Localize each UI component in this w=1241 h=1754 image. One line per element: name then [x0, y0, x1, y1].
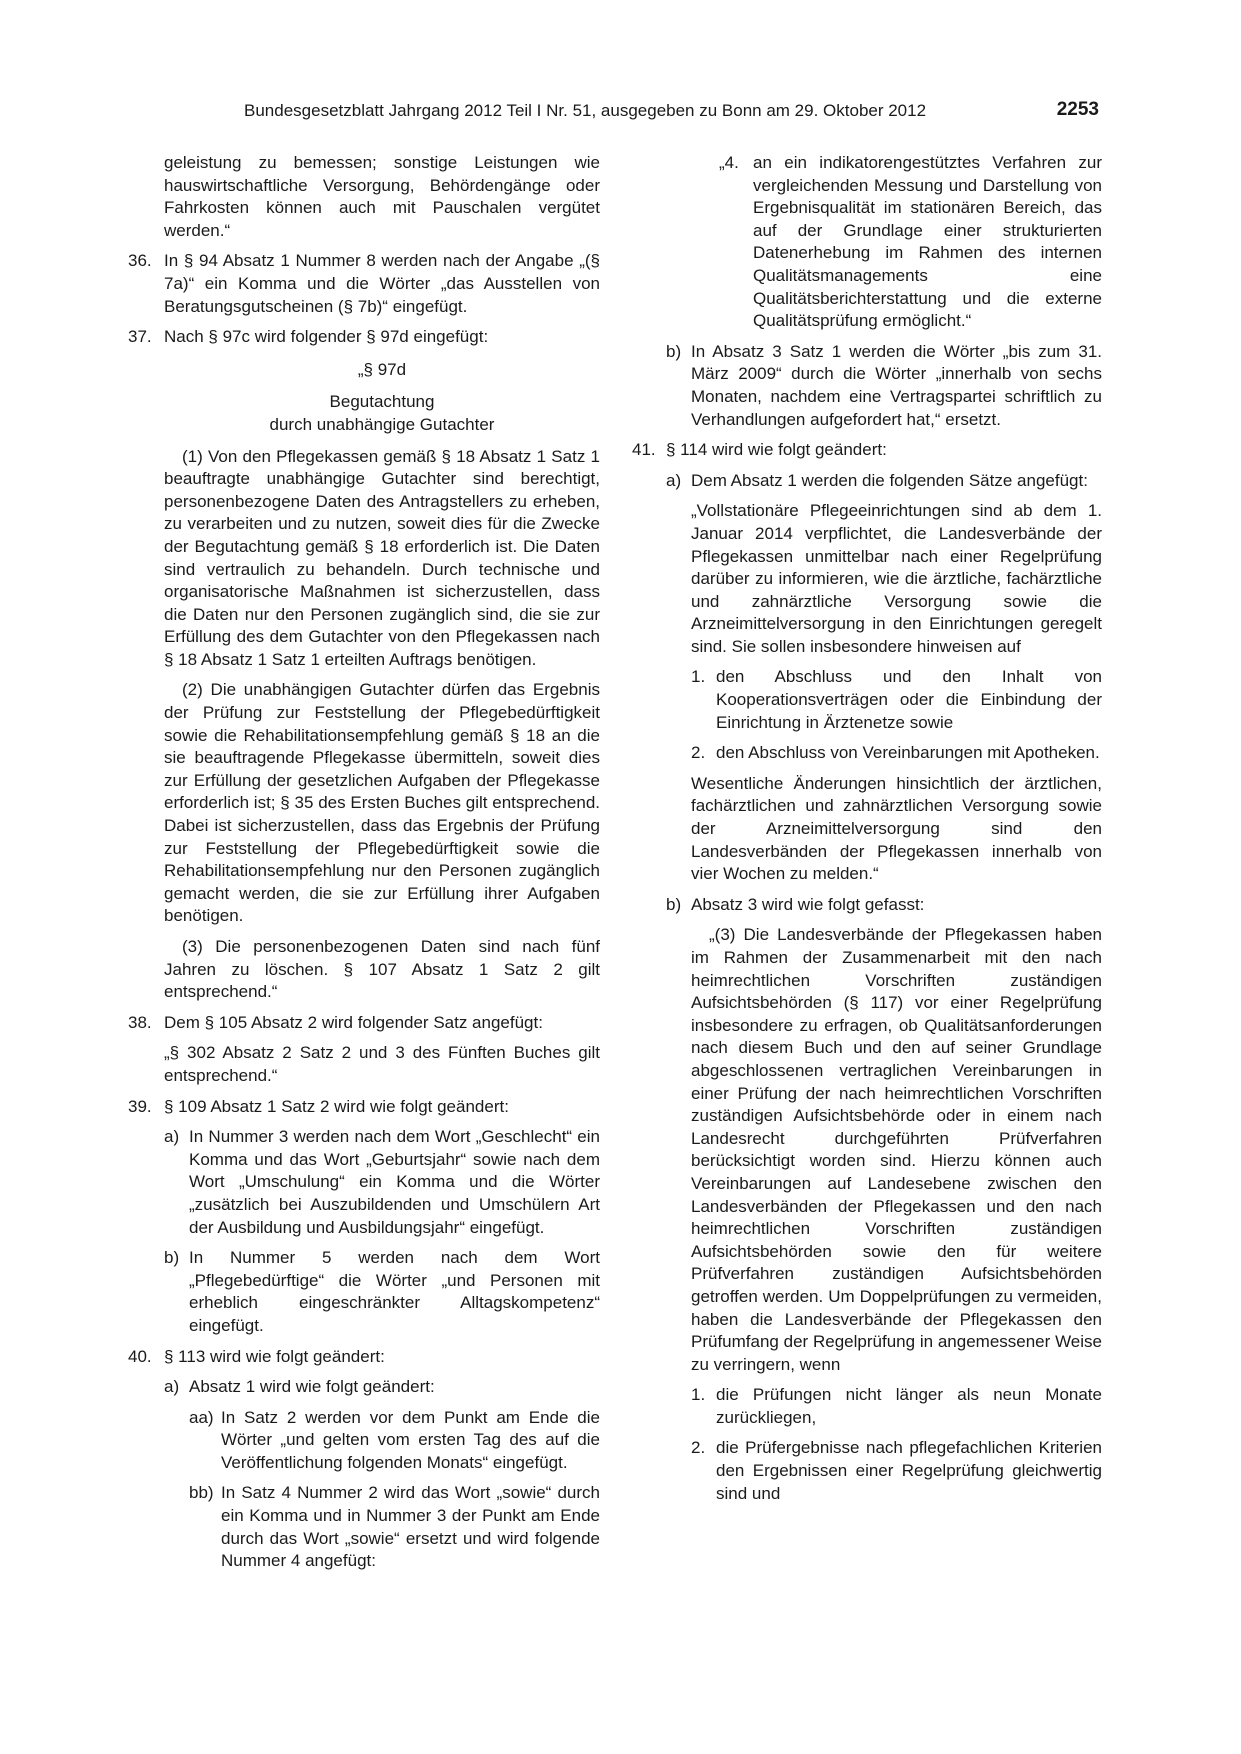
item-40bb [189, 1482, 600, 1572]
item-text: Nach § 97c wird folgender § 97d eingefügt: [164, 327, 489, 347]
quote-41b: „(3) Die Landesverbände der Pflegekassen haben im Rahmen der Zusammenarbeit mit den nach heimrechtlichen Vorschriften zuständigen Aufsichtsbehörden (§ 117) vor einer Regelprüfung insbesondere zu erfragen, ob Qualitätsanforderungen nach diesem Buch und den auf seiner Grundlage abgeschlossenen vertraglichen Vereinbarungen in einer Prüfung der nach heimrechtlichen Vorschriften zuständigen Aufsichtsbehörde oder in einem nach Landesrecht durchgeführten Prüfverfahren berücksichtigt worden sind. Hierzu können auch Vereinbarungen auf Landesebene zwischen den Landesverbänden der Pflegekassen und den nach heimrechtlichen Vorschriften zuständigen Aufsichtsbehörden sowie den für weitere Prüfverfahren zuständigen Aufsichtsbehörden getroffen werden. Um Doppelprüfungen zu vermeiden, haben die Landesverbände der Pflegekassen den Prüfumfang der Regelprüfung in angemessener Weise zu verringern, wenn [691, 925, 1102, 1374]
item-text: Absatz 1 wird wie folgt geändert: [189, 1377, 435, 1397]
item-38 [128, 1012, 600, 1035]
item-40a [164, 1376, 600, 1399]
item-39 [128, 1096, 600, 1119]
quote-41b-item-1 [691, 1384, 1102, 1429]
paragraph-1: (1) Von den Pflegekassen gemäß § 18 Absatz 1 Satz 1 beauftragte unabhängige Gutachter sind berechtigt, personenbezogene Daten des Antragstellers zu erheben, zu verarbeiten und zu nutzen, soweit dies für die Zwecke der Begutachtung gemäß § 18 erforderlich ist. Die Daten sind vertraulich zu behandeln. Durch technische und organisatorische Maßnahmen ist sicherzustellen, dass die Daten nur den Personen zugänglich sind, die sie zur Erfüllung des dem Gutachter von den Pflegekassen nach § 18 Absatz 1 Satz 1 erteilten Auftrags benötigen. [164, 446, 600, 669]
item-number: b) [164, 1248, 180, 1268]
continued-paragraph: geleistung zu bemessen; sonstige Leistungen wie hauswirtschaftliche Versorgung, Behördengänge oder Fahrkosten können auch mit Pauschalen vergütet werden.“ [164, 153, 600, 240]
item-number: 1. [691, 1385, 706, 1405]
section-heading: Begutachtung [329, 392, 435, 412]
quote-41a-end: Wesentliche Änderungen hinsichtlich der ärztlichen, fachärztlichen und zahnärztlichen Versorgung sowie der Arzneimittelversorgung sind den Landesverbänden der Pflegekassen innerhalb von vier Wochen zu melden.“ [691, 773, 1102, 884]
quote-41b-item-2 [691, 1437, 1102, 1505]
item-text: Dem Absatz 1 werden die folgenden Sätze angefügt: [691, 470, 1088, 490]
quote-38: „§ 302 Absatz 2 Satz 2 und 3 des Fünften Buches gilt entsprechend.“ [164, 1043, 600, 1085]
item-text: Dem § 105 Absatz 2 wird folgender Satz angefügt: [164, 1012, 543, 1032]
right-column [632, 152, 1102, 1505]
item-text: § 109 Absatz 1 Satz 2 wird wie folgt geändert: [164, 1096, 509, 1116]
item-text: In Nummer 5 werden nach dem Wort „Pflegebedürftige“ die Wörter „und Personen mit erheblich eingeschränkter Alltagskompetenz“ eingefügt. [189, 1248, 600, 1335]
item-39a [164, 1126, 600, 1239]
item-text: In Satz 2 werden vor dem Punkt am Ende die Wörter „und gelten vom ersten Tag des auf die Veröffentlichung folgenden Monats“ eingefügt. [221, 1407, 600, 1472]
item-number: 39. [128, 1096, 152, 1116]
item-number: b) [666, 894, 682, 914]
item-36 [128, 250, 600, 318]
item-number: 1. [691, 667, 706, 687]
item-41a [666, 470, 1102, 493]
item-number: 40. [128, 1346, 152, 1366]
item-number: a) [164, 1127, 180, 1147]
item-text: Absatz 3 wird wie folgt gefasst: [691, 894, 925, 914]
paragraph-2: (2) Die unabhängigen Gutachter dürfen das Ergebnis der Prüfung zur Feststellung der Pflegebedürftigkeit sowie die Rehabilitationsempfehlung gemäß § 18 an die sie beauftragende Pflegekasse übermitteln, soweit dies zur Erfüllung der gesetzlichen Aufgaben der Pflegekasse erforderlich ist; § 35 des Ersten Buches gilt entsprechend. Dabei ist sicherzustellen, dass das Ergebnis der Prüfung zur Feststellung der Pflegebedürftigkeit sowie die Rehabilitationsempfehlung nur den Personen zugänglich gemacht werden, die sie zur Erfüllung ihrer Aufgaben benötigen. [164, 680, 600, 926]
item-text: § 114 wird wie folgt geändert: [666, 440, 887, 460]
quote-41a: „Vollstationäre Pflegeeinrichtungen sind ab dem 1. Januar 2014 verpflichtet, die Landesverbände der Pflegekassen unmittelbar nach einer Regelprüfung darüber zu informieren, wie die ärztliche, fachärztliche und zahnärztliche Versorgung sowie die Arzneimittelversorgung in den Einrichtungen geregelt sind. Sie sollen insbesondere hinweisen auf [691, 501, 1102, 656]
item-text: die Prüfergebnisse nach pflegefachlichen Kriterien den Ergebnissen einer Regelprüfung gleichwertig sind und [716, 1438, 1102, 1503]
item-41b [666, 894, 1102, 917]
item-40 [128, 1346, 600, 1369]
item-number: a) [666, 470, 682, 490]
quote-41a-item-2 [691, 742, 1102, 765]
item-number: 2. [691, 743, 706, 763]
item-number: 38. [128, 1012, 152, 1032]
page-header [244, 101, 1099, 127]
item-text: den Abschluss von Vereinbarungen mit Apotheken. [716, 743, 1100, 763]
item-41 [632, 439, 1102, 462]
item-40aa [189, 1407, 600, 1475]
item-text: In Nummer 3 werden nach dem Wort „Geschlecht“ ein Komma und das Wort „Geburtsjahr“ sowie nach dem Wort „Umschulung“ ein Komma und die Wörter „zusätzlich bei Auszubildenden und Umschülern Art der Ausbildung und Ausbildungsjahr“ eingefügt. [189, 1127, 600, 1237]
item-39b [164, 1247, 600, 1337]
item-number: „4. [719, 153, 739, 172]
item-37 [128, 326, 600, 349]
item-number: 37. [128, 327, 152, 347]
item-number: 41. [632, 440, 656, 460]
item-number: 2. [691, 1438, 706, 1458]
left-column [128, 152, 600, 1573]
section-97d [164, 359, 600, 1004]
item-number: aa) [189, 1407, 214, 1427]
section-heading: durch unabhängige Gutachter [269, 414, 495, 434]
item-text: In § 94 Absatz 1 Nummer 8 werden nach der Angabe „(§ 7a)“ ein Komma und die Wörter „das Ausstellen von Beratungsgutscheinen (§ 7b)“ eingefügt. [164, 251, 600, 316]
item-text: In Absatz 3 Satz 1 werden die Wörter „bis zum 31. März 2009“ durch die Wörter „innerhalb von sechs Monaten, nachdem eine Vertragspartei schriftlich zu Verhandlungen aufgefordert hat,“ ersetzt. [691, 341, 1102, 429]
quote-item-4 [719, 152, 1102, 333]
item-number: 36. [128, 251, 152, 271]
item-text: den Abschluss und den Inhalt von Kooperationsverträgen oder die Einbindung der Einrichtung in Ärztenetze sowie [716, 667, 1102, 732]
header-title: Bundesgesetzblatt Jahrgang 2012 Teil I Nr. 51, ausgegeben zu Bonn am 29. Oktober 2012 [244, 101, 927, 120]
item-number: b) [666, 341, 682, 361]
item-text: § 113 wird wie folgt geändert: [164, 1346, 385, 1366]
item-text: die Prüfungen nicht länger als neun Monate zurückliegen, [716, 1385, 1102, 1427]
item-text: In Satz 4 Nummer 2 wird das Wort „sowie“ durch ein Komma und in Nummer 3 der Punkt am Ende durch das Wort „sowie“ ersetzt und wird folgende Nummer 4 angefügt: [221, 1483, 600, 1571]
item-number: bb) [189, 1483, 214, 1503]
quote-41a-item-1 [691, 666, 1102, 734]
item-40b [666, 341, 1102, 431]
item-number: a) [164, 1377, 180, 1397]
item-text: an ein indikatorengestütztes Verfahren zur vergleichenden Messung und Darstellung von Ergebnisqualität im stationären Bereich, das auf der Grundlage einer strukturierten Datenerhebung im Rahmen des internen Qualitätsmanagements eine Qualitätsberichterstattung und die externe Qualitätsprüfung ermöglicht.“ [753, 153, 1102, 331]
page-number: 2253 [1056, 99, 1099, 120]
paragraph-3: (3) Die personenbezogenen Daten sind nach fünf Jahren zu löschen. § 107 Absatz 1 Satz 2 gilt entsprechend.“ [164, 937, 600, 1002]
section-title: „§ 97d [357, 359, 407, 379]
